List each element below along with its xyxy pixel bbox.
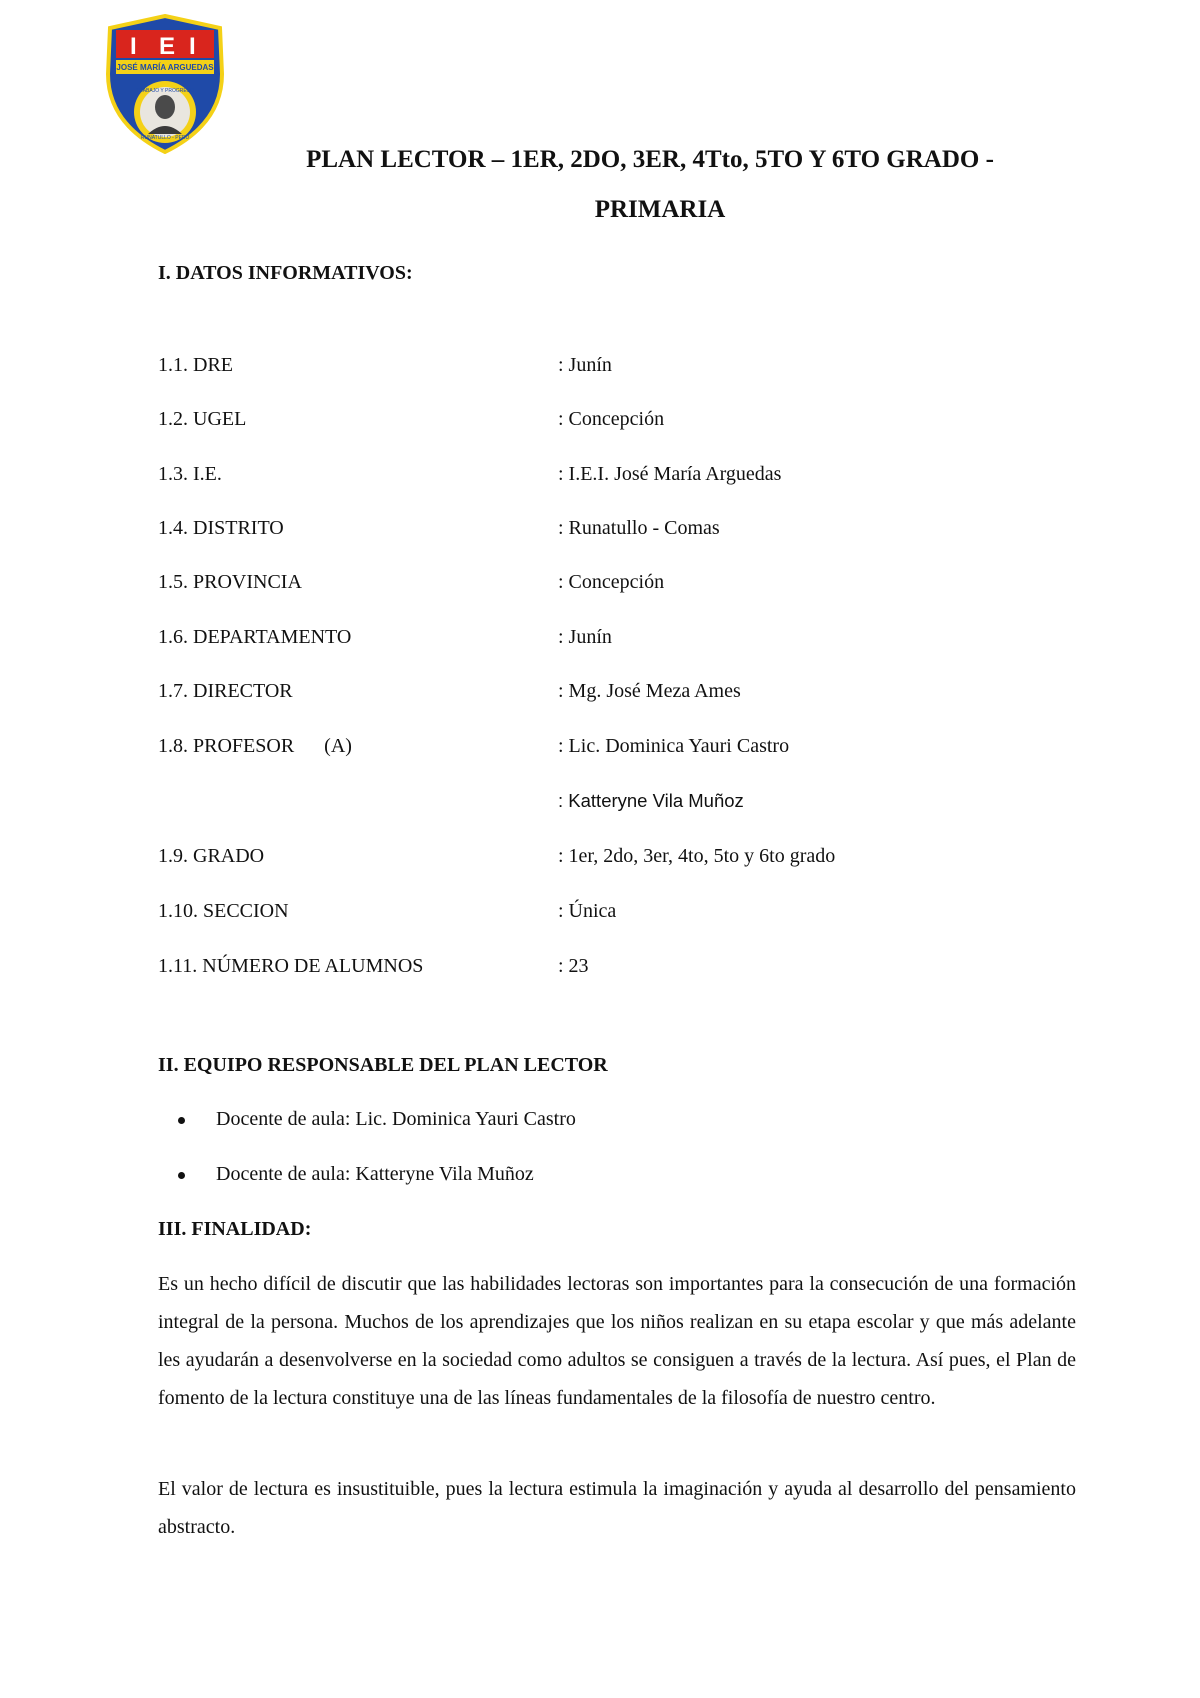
info-label: 1.6. DEPARTAMENTO [158,626,352,648]
info-label: 1.8. PROFESOR (A) [158,735,352,757]
info-row [158,354,1058,382]
info-row [158,463,1058,491]
logo-motto: TRABAJO Y PROGRESO [136,88,194,94]
school-shield-icon [104,14,226,154]
info-label: 1.11. NÚMERO DE ALUMNOS [158,955,424,977]
info-row [158,680,1058,708]
info-label: 1.5. PROVINCIA [158,571,302,593]
info-value: : Lic. Dominica Yauri Castro [558,735,790,757]
info-row [158,626,1058,654]
page-title-line1: PLAN LECTOR – 1ER, 2DO, 3ER, 4Tto, 5TO Y 6TO GRADO - [306,146,994,173]
list-item-text: Docente de aula: Katteryne Vila Muñoz [216,1163,534,1185]
section-1-heading: I. DATOS INFORMATIVOS: [158,262,413,284]
info-value: : 1er, 2do, 3er, 4to, 5to y 6to grado [558,845,836,867]
section-3-heading: III. FINALIDAD: [158,1218,312,1240]
info-value: : Concepción [558,571,665,593]
info-label: 1.2. UGEL [158,408,247,430]
paragraph: El valor de lectura es insustituible, pues la lectura estimula la imaginación y ayuda al desarrollo del pensamiento abstracto. [158,1478,1076,1538]
paragraph: Es un hecho difícil de discutir que las habilidades lectoras son importantes para la consecución de una formación integral de la persona. Muchos de los aprendizajes que los niños realizan en su etapa escolar y que más adelante les ayudarán a desenvolverse en la sociedad como adultos se consiguen a través de la lectura. Así pues, el Plan de fomento de la lectura constituye una de las líneas fundamentales de la filosofía de nuestro centro. [158,1273,1076,1409]
info-label: 1.3. I.E. [158,463,222,485]
info-value: : Junín [558,354,612,376]
info-label: 1.4. DISTRITO [158,517,284,539]
logo-banner: JOSÉ MARÍA ARGUEDAS [116,63,214,72]
info-value: : Concepción [558,408,665,430]
info-value: : Katteryne Vila Muñoz [558,790,744,811]
section-2-heading: II. EQUIPO RESPONSABLE DEL PLAN LECTOR [158,1054,608,1076]
logo-letter-3: I [189,33,196,60]
info-row [158,571,1058,599]
school-logo [104,14,226,154]
info-row [158,845,1058,873]
logo-letter-2: E [159,33,176,60]
info-value: : 23 [558,955,589,977]
info-label: 1.7. DIRECTOR [158,680,293,702]
logo-place: RUNATULLO - PERÚ [140,135,190,141]
info-row [158,900,1058,928]
bullet-icon [178,1172,185,1179]
info-value: : I.E.I. José María Arguedas [558,463,782,485]
info-row [158,955,1058,983]
info-row [158,408,1058,436]
info-row [158,517,1058,545]
list-item-text: Docente de aula: Lic. Dominica Yauri Castro [216,1108,576,1130]
info-value: : Junín [558,626,612,648]
info-value: : Única [558,900,617,922]
page-title-line2: PRIMARIA [594,196,726,223]
info-row [158,790,1058,818]
info-label: 1.1. DRE [158,354,233,376]
bullet-icon [178,1117,185,1124]
logo-letter-1: I [130,33,137,60]
info-label: 1.9. GRADO [158,845,265,867]
info-label: 1.10. SECCION [158,900,289,922]
info-row [158,735,1058,763]
info-value: : Runatullo - Comas [558,517,720,539]
info-value: : Mg. José Meza Ames [558,680,741,702]
